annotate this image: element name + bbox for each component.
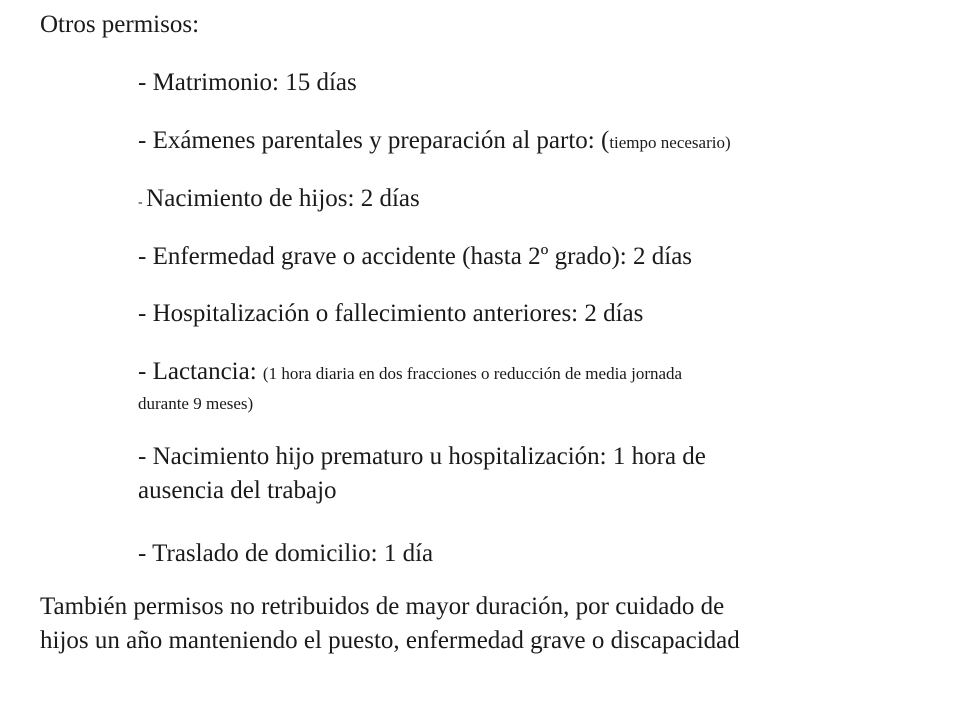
item-traslado: - Traslado de domicilio: 1 día: [138, 540, 434, 567]
footer-note: [40, 590, 920, 658]
item-examenes-main: - Exámenes parentales y preparación al parto: (: [138, 127, 610, 154]
item-prematuro-line-2: ausencia del trabajo: [138, 477, 337, 504]
item-lactancia-note-1: (1 hora diaria en dos fracciones o reducción de media jornada: [262, 364, 683, 383]
item-examenes: [138, 124, 731, 160]
item-matrimonio: - Matrimonio: 15 días: [138, 69, 357, 96]
footer-line-1: También permisos no retribuidos de mayor duración, por cuidado de: [40, 593, 725, 620]
item-nacimiento: [138, 182, 420, 220]
item-enfermedad: - Enfermedad grave o accidente (hasta 2º grado): 2 días: [138, 243, 693, 270]
item-nacimiento-dash: -: [138, 195, 147, 210]
footer-line-2: hijos un año manteniendo el puesto, enfermedad grave o discapacidad: [40, 627, 740, 654]
item-nacimiento-text: Nacimiento de hijos: 2 días: [146, 185, 420, 212]
heading: Otros permisos:: [40, 11, 200, 38]
item-lactancia: [138, 355, 682, 417]
item-lactancia-main: - Lactancia:: [138, 358, 263, 385]
item-hospitalizacion: - Hospitalización o fallecimiento anteriores: 2 días: [138, 300, 644, 327]
item-lactancia-note-2: durante 9 meses): [138, 394, 254, 413]
item-prematuro-line-1: - Nacimiento hijo prematuro u hospitalización: 1 hora de: [138, 443, 706, 470]
item-prematuro: [138, 440, 706, 508]
item-examenes-note: tiempo necesario): [609, 133, 731, 152]
